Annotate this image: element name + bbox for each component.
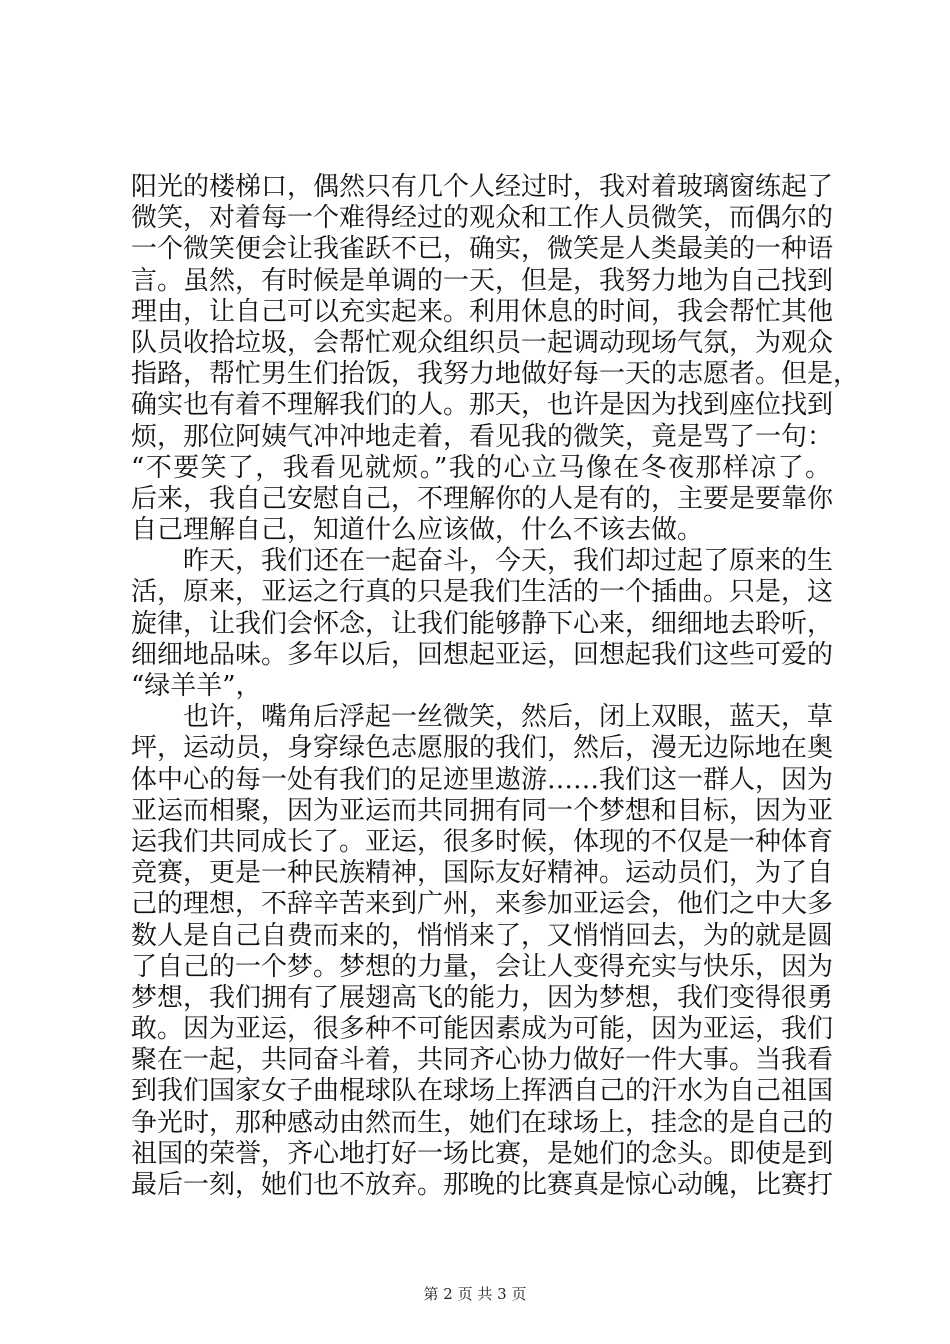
text-line: 旋律，让我们会怀念，让我们能够静下心来，细细地去聆听， bbox=[131, 608, 834, 639]
text-line: “不要笑了，我看见就烦。”我的心立马像在冬夜那样凉了。 bbox=[131, 452, 831, 483]
text-line: 敢。因为亚运，很多种不可能因素成为可能，因为亚运，我们 bbox=[131, 1014, 834, 1045]
text-line: 了自己的一个梦。梦想的力量，会让人变得充实与快乐，因为 bbox=[131, 951, 834, 982]
text-line: 指路，帮忙男生们抬饭，我努力地做好每一天的志愿者。但是， bbox=[131, 359, 860, 390]
text-line: 坪，运动员，身穿绿色志愿服的我们，然后，漫无边际地在奥 bbox=[131, 733, 834, 764]
text-line: 争光时，那种感动由然而生，她们在球场上，挂念的是自己的 bbox=[131, 1107, 834, 1138]
text-line: 梦想，我们拥有了展翅高飞的能力，因为梦想，我们变得很勇 bbox=[131, 982, 834, 1013]
text-line: 微笑，对着每一个难得经过的观众和工作人员微笑，而偶尔的 bbox=[131, 203, 834, 234]
text-line: 队员收拾垃圾，会帮忙观众组织员一起调动现场气氛，为观众 bbox=[131, 327, 834, 358]
text-line: 确实也有着不理解我们的人。那天，也许是因为找到座位找到 bbox=[131, 390, 834, 421]
text-line: 祖国的荣誉，齐心地打好一场比赛，是她们的念头。即使是到 bbox=[131, 1138, 834, 1169]
text-line: 体中心的每一处有我们的足迹里遨游……我们这一群人，因为 bbox=[131, 764, 834, 795]
text-line: 活，原来，亚运之行真的只是我们生活的一个插曲。只是，这 bbox=[131, 577, 834, 608]
text-line: 己的理想，不辞辛苦来到广州，来参加亚运会，他们之中大多 bbox=[131, 889, 834, 920]
text-line: 亚运而相聚，因为亚运而共同拥有同一个梦想和目标，因为亚 bbox=[131, 795, 834, 826]
text-line: 最后一刻，她们也不放弃。那晚的比赛真是惊心动魄，比赛打 bbox=[131, 1170, 834, 1200]
text-line: 理由，让自己可以充实起来。利用休息的时间，我会帮忙其他 bbox=[131, 296, 834, 327]
text-line: 到我们国家女子曲棍球队在球场上挥洒自己的汗水为自己祖国 bbox=[131, 1076, 834, 1107]
text-line: 阳光的楼梯口，偶然只有几个人经过时，我对着玻璃窗练起了 bbox=[131, 172, 834, 202]
text-line: 自己理解自己，知道什么应该做，什么不该去做。 bbox=[131, 515, 704, 546]
text-line: 竞赛，更是一种民族精神，国际友好精神。运动员们，为了自 bbox=[131, 858, 834, 889]
text-line: 后来，我自己安慰自己，不理解你的人是有的，主要是要靠你 bbox=[131, 483, 834, 514]
text-line: 烦，那位阿姨气冲冲地走着，看见我的微笑，竟是骂了一句： bbox=[131, 421, 834, 452]
text-line: 数人是自己自费而来的，悄悄来了，又悄悄回去，为的就是圆 bbox=[131, 920, 834, 951]
text-line: 也许，嘴角后浮起一丝微笑，然后，闭上双眼，蓝天，草 bbox=[131, 702, 834, 733]
text-line: 言。虽然，有时候是单调的一天，但是，我努力地为自己找到 bbox=[131, 265, 834, 296]
text-line: 聚在一起，共同奋斗着，共同齐心协力做好一件大事。当我看 bbox=[131, 1045, 834, 1076]
page-number-footer: 第 2 页 共 3 页 bbox=[423, 1285, 527, 1303]
text-line: 昨天，我们还在一起奋斗，今天，我们却过起了原来的生 bbox=[131, 546, 834, 577]
text-line: 一个微笑便会让我雀跃不已，确实，微笑是人类最美的一种语 bbox=[131, 234, 834, 265]
text-line: “绿羊羊”， bbox=[131, 671, 262, 701]
body-text bbox=[131, 172, 860, 1201]
text-line: 细细地品味。多年以后，回想起亚运，回想起我们这些可爱的 bbox=[131, 639, 834, 670]
text-line: 运我们共同成长了。亚运，很多时候，体现的不仅是一种体育 bbox=[131, 826, 834, 857]
